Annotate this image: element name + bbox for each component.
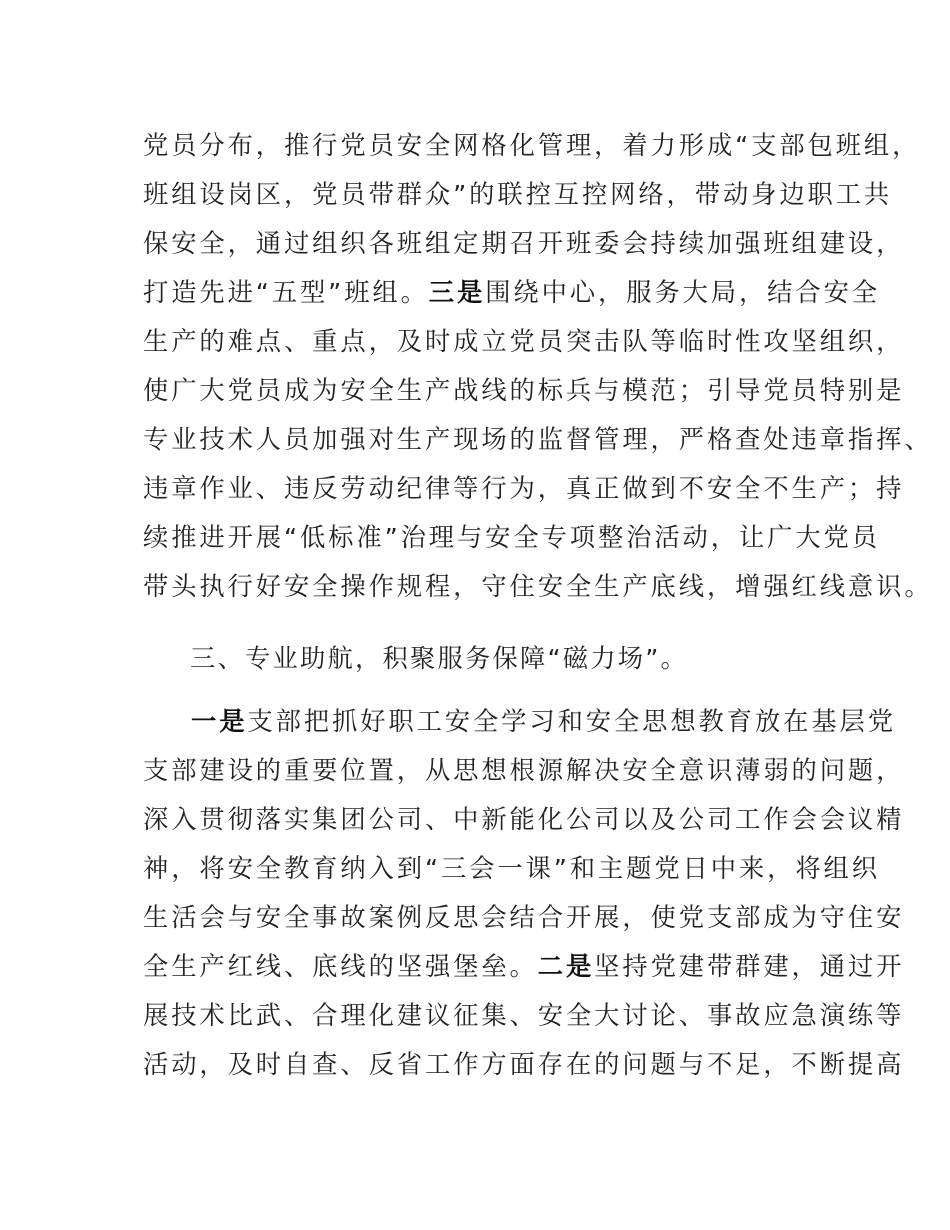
text-line: 带头执行好安全操作规程，守住安全生产底线，增强红线意识。 [143, 572, 933, 601]
text-line: 保安全，通过组织各班组定期召开班委会持续加强班组建设， [143, 229, 905, 258]
text-line: 违章作业、违反劳动纪律等行为，真正做到不安全不生产；持 [143, 474, 905, 503]
text-line: 一是支部把抓好职工安全学习和安全思想教育放在基层党 [191, 707, 896, 736]
text-line: 深入贯彻落实集团公司、中新能化公司以及公司工作会会议精 [143, 805, 905, 834]
paragraph-safety-education [143, 697, 905, 1089]
emphasis-point-three: 三是 [428, 278, 486, 307]
text-line: 班组设岗区，党员带群众”的联控互控网络，带动身边职工共 [143, 180, 893, 209]
text-line: 展技术比武、合理化建议征集、安全大讨论、事故应急演练等 [143, 1001, 905, 1030]
text-line: 活动，及时自查、反省工作方面存在的问题与不足，不断提高 [143, 1050, 905, 1079]
emphasis-point-one: 一是 [191, 707, 248, 736]
emphasis-point-two: 二是 [537, 952, 595, 981]
section-heading: 三、专业助航，积聚服务保障“磁力场”。 [190, 644, 689, 673]
text-line: 神，将安全教育纳入到“三会一课”和主题党日中来，将组织 [143, 854, 880, 883]
text-line: 生产的难点、重点，及时成立党员突击队等临时性攻坚组织， [143, 327, 905, 356]
text-line: 全生产红线、底线的坚强堡垒。二是坚持党建带群建，通过开 [143, 952, 905, 981]
text-line: 党员分布，推行党员安全网格化管理，着力形成“支部包班组， [143, 131, 921, 160]
paragraph-party-member-safety [143, 121, 933, 611]
text-line: 续推进开展“低标准”治理与安全专项整治活动，让广大党员 [143, 523, 880, 552]
text-line: 生活会与安全事故案例反思会结合开展，使党支部成为守住安 [143, 903, 905, 932]
text-line: 使广大党员成为安全生产战线的标兵与模范；引导党员特别是 [143, 376, 905, 405]
text-line: 打造先进“五型”班组。三是围绕中心，服务大局，结合安全 [143, 278, 880, 307]
text-line: 支部建设的重要位置，从思想根源解决安全意识薄弱的问题， [143, 756, 905, 785]
text-line: 专业技术人员加强对生产现场的监督管理，严格查处违章指挥、 [143, 425, 933, 454]
